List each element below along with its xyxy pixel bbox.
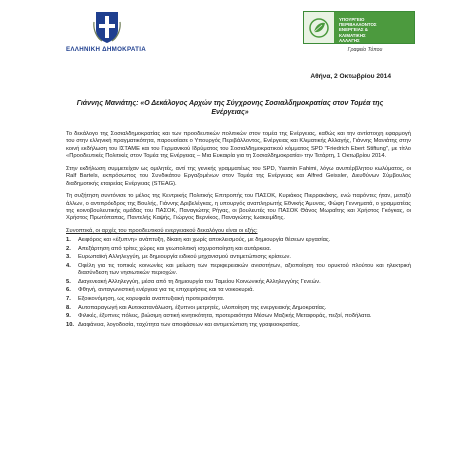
- principle-item: [66, 263, 411, 278]
- principle-item: [66, 296, 411, 303]
- principle-item: [66, 237, 411, 244]
- principle-number: 1.: [66, 236, 71, 243]
- principle-text: Διαγενεακή Αλληλεγγύη, μέσα από τη δημιουργία του Ταμείου Κοινωνικής Αλληλεγγύης Γενεών.: [78, 278, 321, 285]
- ministry-logo: [303, 11, 415, 44]
- principle-text: Οφέλη για τις τοπικές κοινωνίες και μείωση των περιφερειακών ανισοτήτων, αξιοποίηση του ορυκτού πλούτου και ηλεκτρική διασύνδεση των νησιωτικών περιοχών.: [78, 262, 411, 277]
- greek-coat-of-arms-icon: [93, 10, 121, 44]
- paragraph-attendees: Τη συζήτηση συντόνισε το μέλος της Κεντρικής Πολιτικής Επιτροπής του ΠΑΣΟΚ, Κυριάκος Πιερρακάκης, ενώ παρόντες ήταν, μεταξύ άλλων, ο αντιπρόεδρος της Βουλής, Γιάννης Δριβελέγκας, η υπουργός αναπληρωτής Εθνικής Άμυνας, Φώφη Γεννηματά, ο γραμματέας της κοινοβουλευτικής ομάδας του ΠΑΣΟΚ, Παναγιώτης Ρήγας, οι βουλευτές του ΠΑΣΟΚ Θάνος Μωραΐτης και Χρήστος Γκόγκας, οι Χρήστος Πρωτόπαπας, Παντελής Καψής, Γιώργος Βερνίκος, Παναγιώτης Ιωακειμίδης.: [66, 193, 411, 222]
- principle-item: [66, 287, 411, 294]
- principle-number: 6.: [66, 287, 71, 294]
- principle-text: Φιλικές, έξυπνες πόλεις, βιώσιμη αστική κινητικότητα, προτεραιότητα Μέσων Μαζικής Μεταφοράς, πεζοί, ποδήλατα.: [78, 313, 372, 320]
- principle-item: [66, 305, 411, 312]
- principles-intro: Συνοπτικά, οι αρχές του προοδευτικού ενεργειακού δεκαλόγου είναι οι εξής:: [66, 228, 258, 235]
- ministry-leaf-icon: [304, 12, 334, 43]
- principle-item: [66, 279, 411, 286]
- principle-number: 5.: [66, 278, 71, 285]
- principle-text: Αειφόρος και «έξυπνη» ανάπτυξη, δίκαιη και χωρίς αποκλεισμούς, με δημιουργία θέσεων εργασίας.: [78, 236, 331, 243]
- paragraph-intro: Το δεκάλογο της Σοσιαλδημοκρατίας και των προοδευτικών πολιτικών στον τομέα της Ενέργειας, καθώς και την αντίστοιχη εφαρμογή του στην ελληνική πραγματικότητα, παρουσίασε ο Υπουργός Περιβάλλοντος, Ενέργειας και Κλιματικής Αλλαγής, Γιάννης Μανιάτης στην κοινή εκδήλωση του ΙΣΤΑΜΕ και του Γερμανικού Ιδρύματος του Σοσιαλδημοκρατικού κόμματος SPD "Friedrich Ebert Stiftung", με τίτλο «Προοδευτικές Πολιτικές στον Τομέα της Ενέργειας – Μια Ευκαιρία για τη Σοσιαλδημοκρατία» την Τετάρτη, 1 Οκτωβρίου 2014.: [66, 131, 411, 160]
- principle-number: 10.: [66, 321, 74, 328]
- principle-number: 3.: [66, 254, 71, 261]
- hellenic-republic-label: ΕΛΛΗΝΙΚΗ ΔΗΜΟΚΡΑΤΙΑ: [65, 46, 147, 53]
- press-office-label: Γραφείο Τύπου: [347, 47, 383, 53]
- release-title: Γιάννης Μανιάτης: «Ο Δεκάλογος Αρχών της Σύγχρονης Σοσιαλδημοκρατίας στον Τομέα της Ενέργειας»: [76, 100, 384, 116]
- principle-text: Εξοικονόμηση, ως κορυφαία αναπτυξιακή προτεραιότητα.: [78, 295, 225, 302]
- principles-list: [66, 237, 411, 329]
- principle-item: [66, 254, 411, 261]
- principle-number: 2.: [66, 245, 71, 252]
- paragraph-speakers: Στην εκδήλωση συμμετείχαν ως ομιλητές, αντί της γενικής γραμματέως του SPD, Yasmin Fahimi, λόγω ανυπέρβλητου κωλύματος, οι Ralf Bartels, εκπρόσωπος του Συνδικάτου Εργαζομένων στον Τομέα της Ενέργειας και Alfred Geissler, Διευθύνων Σύμβουλος διαδημοτικής εταιρείας Ενέργειας (STEAG).: [66, 165, 411, 187]
- principle-text: Απεξάρτηση από τρίτες χώρες και γεωπολιτική ισχυροποίηση και αυτάρκεια.: [78, 245, 272, 252]
- principle-text: Αυτοπαραγωγή και Αυτοκατανάλωση, έξυπνοι μετρητές, υλοποίηση της ενεργειακής Δημοκρατίας.: [78, 304, 327, 311]
- principle-text: Διαφάνεια, λογοδοσία, ταχύτητα των αποφάσεων και αντιμετώπιση της γραφειοκρατίας.: [78, 321, 301, 328]
- principle-number: 9.: [66, 313, 71, 320]
- principle-text: Φθηνή, ανταγωνιστική ενέργεια για τις επιχειρήσεις και τα νοικοκυριά.: [78, 287, 255, 294]
- principle-item: [66, 246, 411, 253]
- principle-number: 7.: [66, 295, 71, 302]
- release-body: [66, 131, 411, 330]
- principle-number: 4.: [66, 262, 71, 269]
- principle-item: [66, 322, 411, 329]
- principle-number: 8.: [66, 304, 71, 311]
- ministry-name: ΥΠΟΥΡΓΕΙΟ ΠΕΡΙΒΑΛΛΟΝΤΟΣ ΕΝΕΡΓΕΙΑΣ & ΚΛΙΜΑΤΙΚΗΣ ΑΛΛΑΓΗΣ: [334, 12, 414, 43]
- principle-item: [66, 313, 411, 320]
- principle-text: Ευρωπαϊκή Αλληλεγγύη, με δημιουργία ειδικού μηχανισμού αντιμετώπισης κρίσεων.: [78, 254, 291, 261]
- release-date: Αθήνα, 2 Οκτωβρίου 2014: [310, 73, 391, 80]
